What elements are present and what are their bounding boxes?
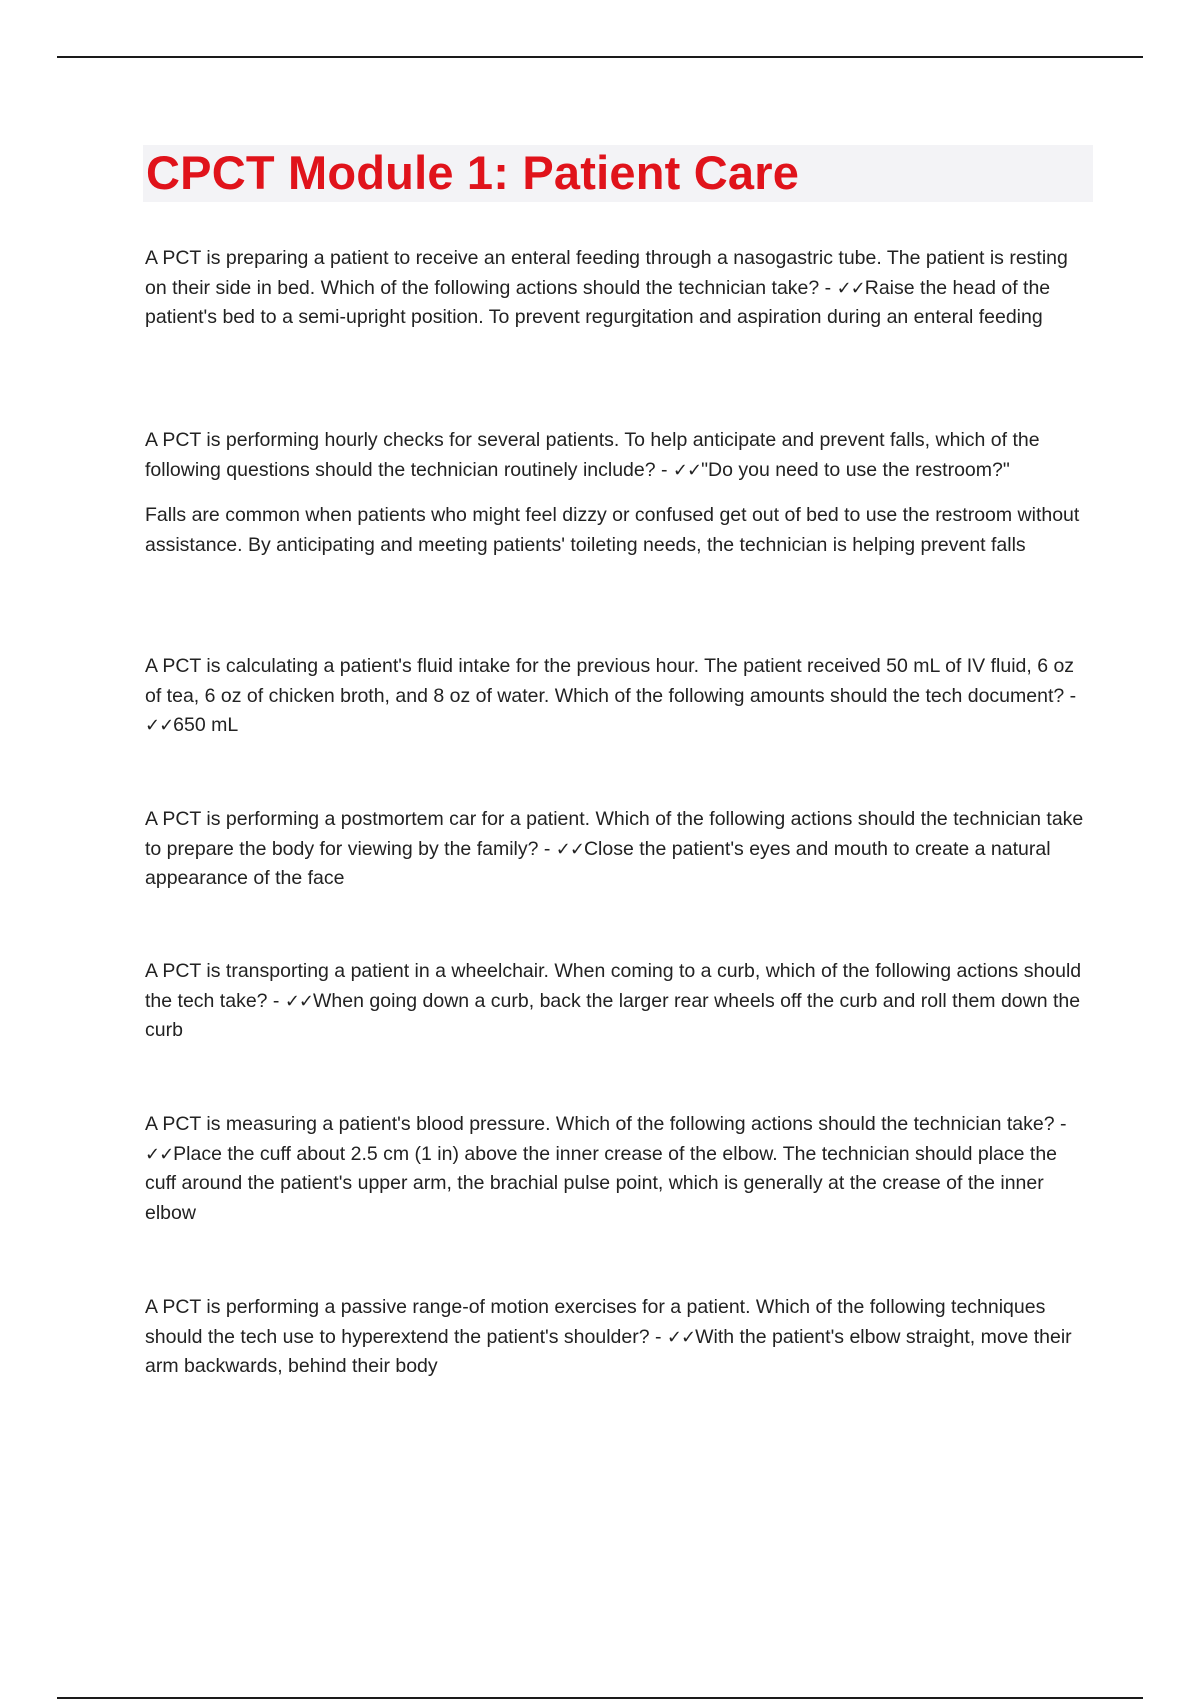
question-text: A PCT is measuring a patient's blood pressure. Which of the following actions should the technician take? - [145, 1113, 1067, 1135]
question-text: A PCT is transporting a patient in a wheelchair. When coming to a curb, which of the following actions should the tech take? - [145, 960, 1082, 1012]
question-text: A PCT is performing hourly checks for several patients. To help anticipate and prevent falls, which of the following questions should the technician routinely include? - [145, 429, 1040, 481]
qa-item-6 [145, 1110, 1090, 1228]
answer-text: "Do you need to use the restroom?" [701, 458, 1010, 481]
qa-item-1 [145, 244, 1090, 333]
answer-text: With the patient's elbow straight, move their arm backwards, behind their body [145, 1325, 1072, 1377]
qa-paragraph [145, 1293, 1090, 1382]
qa-paragraph [145, 652, 1090, 741]
explanation-text: Falls are common when patients who might feel dizzy or confused get out of bed to use the restroom without assistance. By anticipating and meeting patients' toileting needs, the technician is helping prevent falls [145, 504, 1080, 556]
question-text: A PCT is performing a postmortem car for a patient. Which of the following actions should the technician take to prepare the body for viewing by the family? - [145, 808, 1084, 860]
qa-item-7 [145, 1293, 1090, 1382]
question-text: A PCT is calculating a patient's fluid intake for the previous hour. The patient received 50 mL of IV fluid, 6 oz of tea, 6 oz of chicken broth, and 8 oz of water. Which of the following amounts should the tech document? - [145, 655, 1077, 707]
question-text: A PCT is performing a passive range-of motion exercises for a patient. Which of the following techniques should the tech use to hyperextend the patient's shoulder? - [145, 1296, 1046, 1348]
check-marks: ✓✓ [555, 838, 584, 860]
qa-item-3 [145, 652, 1090, 741]
qa-item-4 [145, 805, 1090, 894]
bottom-rule [57, 1697, 1143, 1699]
qa-paragraph [145, 1110, 1090, 1228]
check-marks: ✓✓ [145, 1143, 174, 1165]
check-marks: ✓✓ [145, 715, 174, 736]
answer-text: Close the patient's eyes and mouth to create a natural appearance of the face [145, 837, 1051, 889]
answer-text: Raise the head of the patient's bed to a semi-upright position. To prevent regurgitation and aspiration during an enteral feeding [145, 276, 1051, 328]
question-text: A PCT is preparing a patient to receive an enteral feeding through a nasogastric tube. The patient is resting on their side in bed. Which of the following actions should the technician take? - [145, 247, 1068, 299]
qa-item-2 [145, 426, 1090, 560]
check-marks: ✓✓ [666, 1326, 696, 1348]
answer-text: When going down a curb, back the larger rear wheels off the curb and roll them down the curb [145, 989, 1081, 1041]
answer-text: Place the cuff about 2.5 cm (1 in) above the inner crease of the elbow. The technician should place the cuff around the patient's upper arm, the brachial pulse point, which is generally at the crease of the inner elbow [145, 1142, 1058, 1224]
check-marks: ✓✓ [672, 459, 702, 481]
qa-paragraph [145, 244, 1090, 333]
qa-paragraph [145, 957, 1090, 1046]
qa-paragraph [145, 805, 1090, 894]
check-marks: ✓✓ [836, 277, 865, 299]
top-rule [57, 56, 1143, 58]
check-marks: ✓✓ [284, 990, 314, 1012]
qa-item-5 [145, 957, 1090, 1046]
qa-paragraph [145, 426, 1090, 485]
answer-text: 650 mL [173, 714, 239, 736]
document-title: CPCT Module 1: Patient Care [146, 146, 800, 199]
